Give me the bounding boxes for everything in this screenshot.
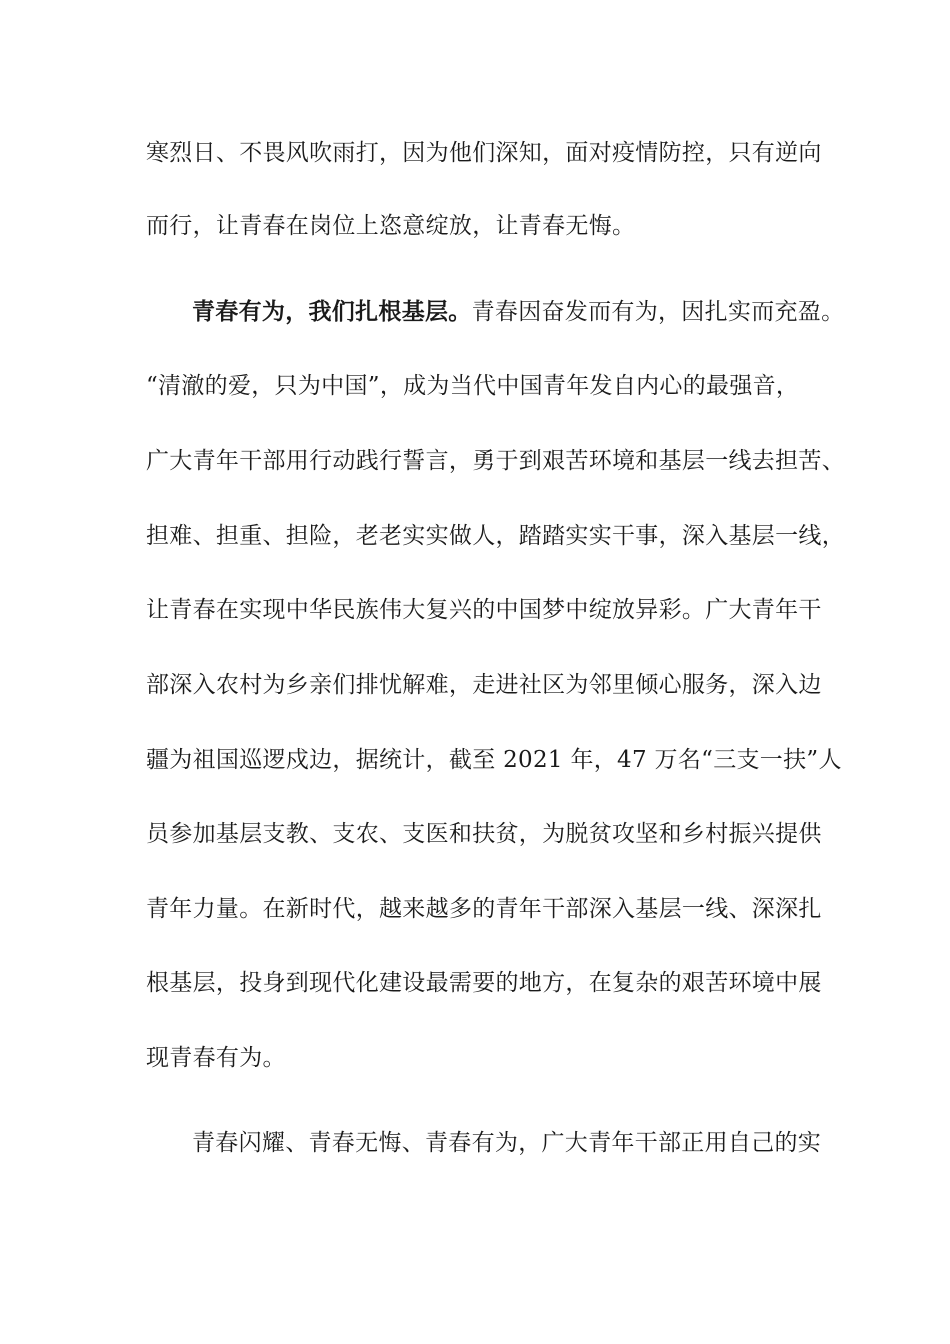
text-line: 员参加基层支教、支农、支医和扶贫，为脱贫攻坚和乡村振兴提供	[146, 821, 822, 847]
text-line: 寒烈日、不畏风吹雨打，因为他们深知，面对疫情防控，只有逆向	[146, 140, 822, 166]
text-line: “清澈的爱，只为中国”，成为当代中国青年发自内心的最强音，	[146, 373, 800, 399]
text-line: 让青春在实现中华民族伟大复兴的中国梦中绽放异彩。广大青年干	[146, 597, 822, 623]
text-line: 根基层，投身到现代化建设最需要的地方，在复杂的艰苦环境中展	[146, 970, 822, 996]
text-line: 担难、担重、担险，老老实实做人，踏踏实实干事，深入基层一线，	[146, 523, 845, 549]
text-line: 疆为祖国巡逻戍边，据统计，截至 2021 年，47 万名“三支一扶”人	[146, 747, 842, 773]
text-line: 广大青年干部用行动践行誓言，勇于到艰苦环境和基层一线去担苦、	[146, 448, 845, 474]
text-line: 部深入农村为乡亲们排忧解难，走进社区为邻里倾心服务，深入边	[146, 672, 822, 698]
paragraph-heading: 青春有为，我们扎根基层。	[192, 298, 472, 325]
text-line: 青年力量。在新时代，越来越多的青年干部深入基层一线、深深扎	[146, 896, 822, 922]
paragraph-first-line	[192, 297, 844, 327]
text-span: 青春因奋发而有为，因扎实而充盈。	[471, 299, 845, 325]
paragraph-first-line: 青春闪耀、青春无悔、青春有为，广大青年干部正用自己的实	[192, 1130, 822, 1156]
text-line: 而行，让青春在岗位上恣意绽放，让青春无悔。	[146, 213, 636, 239]
text-line: 现青春有为。	[146, 1045, 286, 1071]
